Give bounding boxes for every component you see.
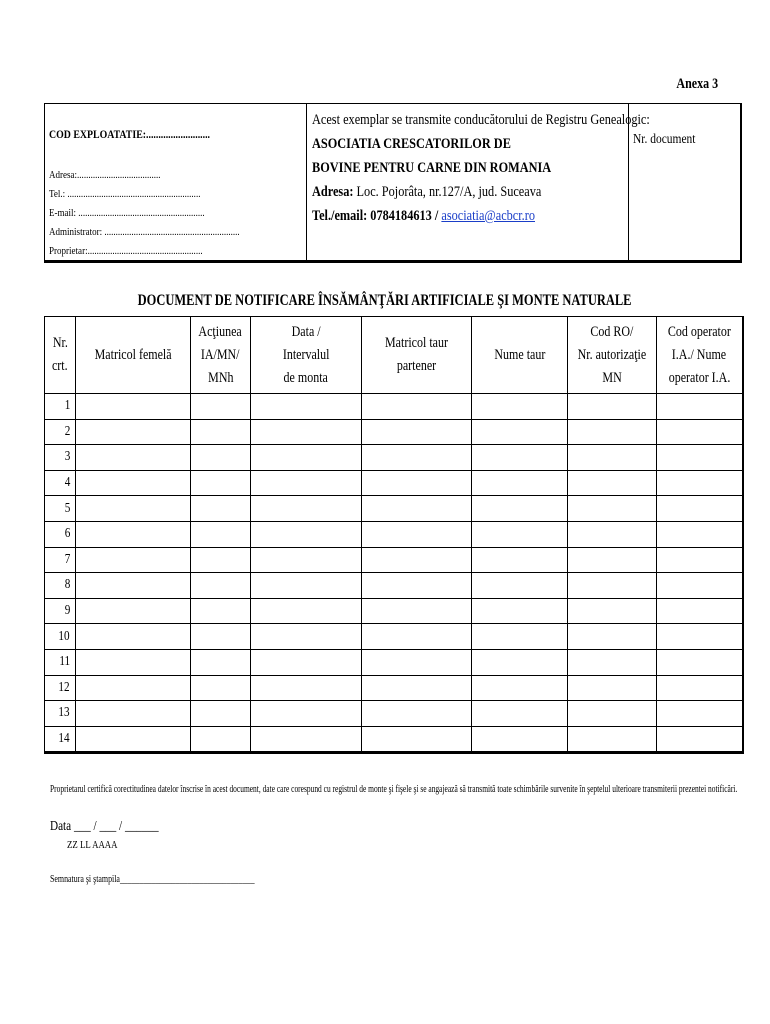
table-cell-actiunea[interactable] — [191, 419, 251, 445]
table-cell-cod-operator[interactable] — [657, 675, 743, 701]
row-number — [45, 394, 76, 420]
certification-text: Proprietarul certifică corectitudinea datelor înscrise în acest document, date care corespund cu registrul de monte şi fişele şi se angajează să transmită toate schimbările survenite în şeptelul ulterioare transmiterii prezentei notificări. — [50, 784, 738, 795]
table-cell-cod-operator[interactable] — [657, 470, 743, 496]
table-cell-cod-ro[interactable] — [568, 649, 657, 675]
column-header-nr-crt — [45, 317, 76, 394]
table-cell-data-interval[interactable] — [251, 598, 362, 624]
table-cell-matricol-femela[interactable] — [76, 470, 191, 496]
table-cell-matricol-taur[interactable] — [362, 624, 472, 650]
table-cell-matricol-taur[interactable] — [362, 394, 472, 420]
table-cell-actiunea[interactable] — [191, 675, 251, 701]
table-cell-matricol-femela[interactable] — [76, 726, 191, 753]
table-cell-data-interval[interactable] — [251, 573, 362, 599]
column-header-line: Data / — [291, 323, 321, 340]
table-cell-matricol-femela[interactable] — [76, 701, 191, 727]
table-cell-matricol-femela[interactable] — [76, 496, 191, 522]
table-cell-data-interval[interactable] — [251, 470, 362, 496]
row-number-text: 10 — [58, 628, 70, 644]
table-cell-actiunea[interactable] — [191, 496, 251, 522]
table-cell-matricol-taur[interactable] — [362, 598, 472, 624]
column-header-line: IA/MN/ — [201, 346, 240, 363]
column-header-line: Nume taur — [493, 346, 545, 363]
table-cell-cod-ro[interactable] — [568, 598, 657, 624]
column-header-line: Matricol taur partener — [385, 335, 448, 374]
row-number-text: 5 — [64, 500, 71, 516]
table-cell-data-interval[interactable] — [251, 394, 362, 420]
email-link[interactable]: asociatia@acbcr.ro — [441, 208, 536, 224]
column-header-line: Nr. autorizaţie — [577, 346, 647, 363]
association-name-2: BOVINE PENTRU CARNE DIN ROMANIA — [312, 160, 552, 176]
column-header-line: I.A./ Nume — [672, 346, 727, 363]
row-number — [45, 649, 76, 675]
table-cell-nume-taur[interactable] — [472, 496, 568, 522]
table-cell-cod-operator[interactable] — [657, 521, 743, 547]
table-cell-actiunea[interactable] — [191, 624, 251, 650]
table-cell-matricol-femela[interactable] — [76, 394, 191, 420]
column-header-line: crt. — [52, 358, 68, 374]
table-cell-data-interval[interactable] — [251, 419, 362, 445]
notification-table — [44, 316, 744, 754]
row-number-text: 4 — [64, 475, 71, 491]
table-cell-nume-taur[interactable] — [472, 726, 568, 753]
table-cell-matricol-taur[interactable] — [362, 470, 472, 496]
column-header-line: Intervalul — [282, 346, 330, 363]
table-row — [45, 521, 743, 547]
row-number-text: 1 — [64, 398, 71, 414]
column-header-actiunea — [191, 317, 251, 394]
table-row — [45, 496, 743, 522]
table-cell-actiunea[interactable] — [191, 547, 251, 573]
table-row — [45, 419, 743, 445]
row-number-text: 3 — [64, 449, 71, 465]
table-row — [45, 547, 743, 573]
column-header-line: Matricol femelă — [94, 346, 172, 363]
table-cell-data-interval[interactable] — [251, 649, 362, 675]
table-cell-matricol-femela[interactable] — [76, 419, 191, 445]
date-format-hint: ZZ LL AAAA — [67, 839, 118, 851]
column-header-nume-taur — [472, 317, 568, 394]
column-header-cod-operator — [657, 317, 743, 394]
row-number-text: 7 — [64, 551, 71, 567]
contact-label: Tel./email: 0784184613 / — [312, 208, 439, 224]
table-cell-nume-taur[interactable] — [472, 598, 568, 624]
cod-exploatatie-field[interactable]: COD EXPLOATATIE:.......................... — [49, 127, 211, 141]
table-row — [45, 573, 743, 599]
table-cell-cod-operator[interactable] — [657, 419, 743, 445]
row-number-text: 9 — [64, 603, 71, 619]
row-number — [45, 496, 76, 522]
table-cell-cod-operator[interactable] — [657, 649, 743, 675]
table-cell-cod-ro[interactable] — [568, 701, 657, 727]
table-cell-actiunea[interactable] — [191, 470, 251, 496]
table-cell-matricol-femela[interactable] — [76, 573, 191, 599]
column-header-line: MNh — [207, 369, 234, 386]
column-header-data-interval — [251, 317, 362, 394]
table-cell-matricol-taur[interactable] — [362, 649, 472, 675]
table-cell-cod-ro[interactable] — [568, 521, 657, 547]
table-row — [45, 445, 743, 471]
table-cell-nume-taur[interactable] — [472, 419, 568, 445]
table-cell-cod-operator[interactable] — [657, 726, 743, 753]
table-cell-nume-taur[interactable] — [472, 624, 568, 650]
column-header-line: Cod RO/ — [590, 323, 634, 340]
table-cell-data-interval[interactable] — [251, 726, 362, 753]
table-cell-actiunea[interactable] — [191, 649, 251, 675]
table-cell-nume-taur[interactable] — [472, 573, 568, 599]
table-row — [45, 649, 743, 675]
table-cell-nume-taur[interactable] — [472, 394, 568, 420]
email-field[interactable]: E-mail: ........................................................ — [49, 207, 205, 219]
column-header-line: operator I.A. — [668, 369, 731, 386]
row-number-text: 12 — [58, 679, 70, 695]
table-cell-matricol-femela[interactable] — [76, 445, 191, 471]
farm-info — [45, 104, 307, 260]
transmit-text: Acest exemplar se transmite conducătorului de Registru Genealogic: — [312, 112, 650, 128]
header-box — [44, 103, 742, 263]
table-cell-matricol-femela[interactable] — [76, 598, 191, 624]
table-cell-matricol-taur[interactable] — [362, 496, 472, 522]
table-cell-data-interval[interactable] — [251, 675, 362, 701]
table-cell-actiunea[interactable] — [191, 598, 251, 624]
table-cell-cod-operator[interactable] — [657, 445, 743, 471]
table-cell-matricol-taur[interactable] — [362, 445, 472, 471]
table-cell-cod-ro[interactable] — [568, 624, 657, 650]
table-cell-nume-taur[interactable] — [472, 521, 568, 547]
table-cell-cod-operator[interactable] — [657, 547, 743, 573]
association-name-1: ASOCIATIA CRESCATORILOR DE — [312, 136, 511, 152]
table-cell-actiunea[interactable] — [191, 573, 251, 599]
table-cell-cod-operator[interactable] — [657, 573, 743, 599]
table-cell-nume-taur[interactable] — [472, 470, 568, 496]
table-cell-nume-taur[interactable] — [472, 675, 568, 701]
table-row — [45, 470, 743, 496]
table-cell-matricol-taur[interactable] — [362, 675, 472, 701]
table-cell-matricol-taur[interactable] — [362, 419, 472, 445]
row-number — [45, 598, 76, 624]
row-number — [45, 547, 76, 573]
row-number-text: 8 — [64, 577, 71, 593]
row-number — [45, 470, 76, 496]
table-cell-matricol-taur[interactable] — [362, 521, 472, 547]
row-number — [45, 445, 76, 471]
row-number — [45, 726, 76, 753]
adresa-field[interactable]: Adresa:..................................... — [49, 169, 161, 181]
table-cell-data-interval[interactable] — [251, 701, 362, 727]
table-row — [45, 394, 743, 420]
table-cell-cod-ro[interactable] — [568, 547, 657, 573]
table-cell-nume-taur[interactable] — [472, 701, 568, 727]
column-header-cod-ro — [568, 317, 657, 394]
table-row — [45, 726, 743, 753]
table-cell-nume-taur[interactable] — [472, 649, 568, 675]
table-cell-matricol-femela[interactable] — [76, 547, 191, 573]
table-cell-matricol-femela[interactable] — [76, 624, 191, 650]
table-cell-matricol-taur[interactable] — [362, 573, 472, 599]
table-cell-cod-operator[interactable] — [657, 598, 743, 624]
table-cell-cod-ro[interactable] — [568, 445, 657, 471]
document-title: DOCUMENT DE NOTIFICARE ÎNSĂMÂNŢĂRI ARTIFICIALE ŞI MONTE NATURALE — [138, 292, 632, 309]
row-number — [45, 624, 76, 650]
tel-field[interactable]: Tel.: ........................................................... — [49, 188, 201, 200]
table-cell-cod-ro[interactable] — [568, 394, 657, 420]
table-cell-cod-ro[interactable] — [568, 726, 657, 753]
table-cell-matricol-taur[interactable] — [362, 547, 472, 573]
column-header-matricol-femela — [76, 317, 191, 394]
row-number-text: 11 — [58, 654, 70, 670]
table-cell-matricol-femela[interactable] — [76, 521, 191, 547]
row-number — [45, 675, 76, 701]
row-number — [45, 701, 76, 727]
administrator-field[interactable]: Administrator: ............................................................ — [49, 226, 240, 238]
table-row — [45, 675, 743, 701]
row-number-text: 13 — [58, 705, 70, 721]
row-number — [45, 573, 76, 599]
table-cell-matricol-taur[interactable] — [362, 726, 472, 753]
table-cell-matricol-taur[interactable] — [362, 701, 472, 727]
signature-field[interactable]: Semnatura şi ştampila__________________________________ — [50, 873, 255, 885]
row-number — [45, 521, 76, 547]
document-number-label: Nr. document — [633, 132, 696, 147]
table-cell-cod-ro[interactable] — [568, 496, 657, 522]
column-header-line: Cod operator — [667, 323, 731, 340]
table-cell-cod-operator[interactable] — [657, 394, 743, 420]
table-cell-cod-operator[interactable] — [657, 624, 743, 650]
table-cell-actiunea[interactable] — [191, 521, 251, 547]
row-number-text: 6 — [64, 526, 71, 542]
table-cell-data-interval[interactable] — [251, 521, 362, 547]
column-header-line: Acţiunea — [198, 323, 243, 340]
column-header-line: MN — [602, 369, 622, 386]
table-cell-actiunea[interactable] — [191, 394, 251, 420]
table-cell-actiunea[interactable] — [191, 726, 251, 753]
address-label: Adresa: — [312, 184, 354, 200]
table-cell-data-interval[interactable] — [251, 624, 362, 650]
column-header-matricol-taur — [362, 317, 472, 394]
annex-label: Anexa 3 — [676, 76, 718, 92]
table-cell-cod-ro[interactable] — [568, 573, 657, 599]
table-cell-cod-operator[interactable] — [657, 701, 743, 727]
table-row — [45, 701, 743, 727]
table-cell-actiunea[interactable] — [191, 445, 251, 471]
table-cell-cod-ro[interactable] — [568, 470, 657, 496]
table-cell-cod-ro[interactable] — [568, 675, 657, 701]
row-number — [45, 419, 76, 445]
table-cell-nume-taur[interactable] — [472, 547, 568, 573]
proprietar-field[interactable]: Proprietar:................................................... — [49, 245, 203, 257]
table-cell-cod-operator[interactable] — [657, 496, 743, 522]
row-number-text: 14 — [58, 731, 70, 747]
address-value: Loc. Pojorâta, nr.127/A, jud. Suceava — [356, 184, 542, 200]
table-cell-data-interval[interactable] — [251, 496, 362, 522]
column-header-line: Nr. — [52, 335, 68, 351]
table-cell-actiunea[interactable] — [191, 701, 251, 727]
table-cell-nume-taur[interactable] — [472, 445, 568, 471]
table-cell-data-interval[interactable] — [251, 547, 362, 573]
table-cell-cod-ro[interactable] — [568, 419, 657, 445]
column-header-line: de monta — [283, 369, 329, 386]
table-row — [45, 624, 743, 650]
association-info — [307, 104, 650, 260]
table-cell-matricol-femela[interactable] — [76, 675, 191, 701]
table-row — [45, 598, 743, 624]
date-field[interactable]: Data ___ / ___ / ______ — [50, 819, 159, 834]
table-cell-data-interval[interactable] — [251, 445, 362, 471]
row-number-text: 2 — [64, 423, 71, 439]
table-header — [45, 317, 743, 394]
table-cell-matricol-femela[interactable] — [76, 649, 191, 675]
